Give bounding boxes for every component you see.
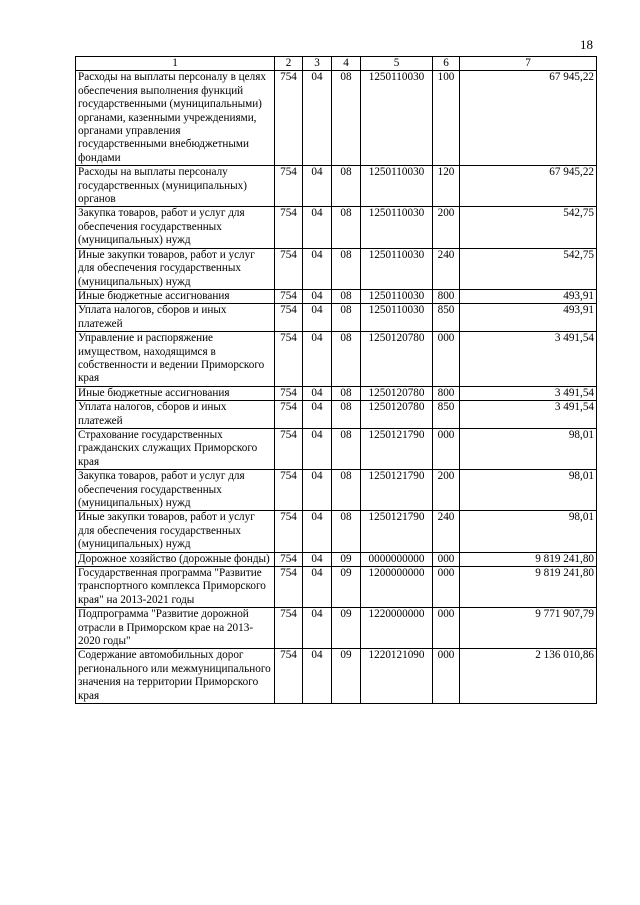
expense-type-cell: 850: [433, 401, 460, 429]
ved-code-cell: 754: [275, 470, 303, 511]
ved-code-cell: 754: [275, 248, 303, 289]
ved-code-cell: 754: [275, 608, 303, 649]
section-code-cell: 04: [303, 428, 332, 469]
row-name-cell: Страхование государственных гражданских служащих Приморского края: [76, 428, 275, 469]
column-header: 1: [76, 57, 275, 71]
amount-cell: 9 819 241,80: [460, 567, 597, 608]
amount-cell: 98,01: [460, 470, 597, 511]
expense-type-cell: 000: [433, 567, 460, 608]
subsection-code-cell: 08: [332, 304, 361, 332]
amount-cell: 9 819 241,80: [460, 552, 597, 566]
table-row: [76, 511, 597, 552]
column-header: 6: [433, 57, 460, 71]
table-row: [76, 567, 597, 608]
amount-cell: 3 491,54: [460, 332, 597, 387]
ved-code-cell: 754: [275, 332, 303, 387]
table-row: [76, 304, 597, 332]
target-article-cell: 0000000000: [361, 552, 433, 566]
ved-code-cell: 754: [275, 289, 303, 303]
ved-code-cell: 754: [275, 567, 303, 608]
subsection-code-cell: 08: [332, 332, 361, 387]
section-code-cell: 04: [303, 332, 332, 387]
ved-code-cell: 754: [275, 386, 303, 400]
target-article-cell: 1250121790: [361, 470, 433, 511]
table-body: [76, 71, 597, 704]
amount-cell: 9 771 907,79: [460, 608, 597, 649]
amount-cell: 542,75: [460, 207, 597, 248]
amount-cell: 67 945,22: [460, 166, 597, 207]
ved-code-cell: 754: [275, 552, 303, 566]
target-article-cell: 1250110030: [361, 304, 433, 332]
target-article-cell: 1250121790: [361, 428, 433, 469]
row-name-cell: Расходы на выплаты персоналу государственных (муниципальных) органов: [76, 166, 275, 207]
row-name-cell: Иные бюджетные ассигнования: [76, 386, 275, 400]
target-article-cell: 1250121790: [361, 511, 433, 552]
column-header: 7: [460, 57, 597, 71]
table-row: [76, 428, 597, 469]
ved-code-cell: 754: [275, 207, 303, 248]
column-header: 2: [275, 57, 303, 71]
target-article-cell: 1220121090: [361, 649, 433, 704]
section-code-cell: 04: [303, 608, 332, 649]
subsection-code-cell: 08: [332, 386, 361, 400]
row-name-cell: Иные закупки товаров, работ и услуг для обеспечения государственных (муниципальных) нужд: [76, 248, 275, 289]
expense-type-cell: 000: [433, 608, 460, 649]
ved-code-cell: 754: [275, 511, 303, 552]
page-number: 18: [580, 37, 593, 52]
ved-code-cell: 754: [275, 649, 303, 704]
section-code-cell: 04: [303, 511, 332, 552]
subsection-code-cell: 08: [332, 207, 361, 248]
row-name-cell: Иные бюджетные ассигнования: [76, 289, 275, 303]
target-article-cell: 1250110030: [361, 207, 433, 248]
row-name-cell: Содержание автомобильных дорог регионального или межмуниципального значения на территории Приморского края: [76, 649, 275, 704]
section-code-cell: 04: [303, 207, 332, 248]
expense-type-cell: 800: [433, 386, 460, 400]
ved-code-cell: 754: [275, 71, 303, 166]
amount-cell: 98,01: [460, 511, 597, 552]
column-header: 5: [361, 57, 433, 71]
target-article-cell: 1250110030: [361, 166, 433, 207]
ved-code-cell: 754: [275, 401, 303, 429]
ved-code-cell: 754: [275, 428, 303, 469]
section-code-cell: 04: [303, 386, 332, 400]
subsection-code-cell: 09: [332, 567, 361, 608]
expense-type-cell: 120: [433, 166, 460, 207]
row-name-cell: Закупка товаров, работ и услуг для обеспечения государственных (муниципальных) нужд: [76, 207, 275, 248]
subsection-code-cell: 08: [332, 401, 361, 429]
budget-table: [75, 56, 597, 704]
table-row: [76, 649, 597, 704]
table-row: [76, 470, 597, 511]
section-code-cell: 04: [303, 71, 332, 166]
expense-type-cell: 850: [433, 304, 460, 332]
row-name-cell: Государственная программа "Развитие транспортного комплекса Приморского края" на 2013-2021 годы: [76, 567, 275, 608]
ved-code-cell: 754: [275, 166, 303, 207]
table-row: [76, 608, 597, 649]
subsection-code-cell: 09: [332, 552, 361, 566]
target-article-cell: 1220000000: [361, 608, 433, 649]
subsection-code-cell: 09: [332, 649, 361, 704]
table-row: [76, 386, 597, 400]
table-row: [76, 552, 597, 566]
expense-type-cell: 200: [433, 470, 460, 511]
subsection-code-cell: 08: [332, 166, 361, 207]
subsection-code-cell: 08: [332, 470, 361, 511]
expense-type-cell: 240: [433, 248, 460, 289]
amount-cell: 3 491,54: [460, 386, 597, 400]
table-row: [76, 166, 597, 207]
expense-type-cell: 800: [433, 289, 460, 303]
subsection-code-cell: 09: [332, 608, 361, 649]
row-name-cell: Уплата налогов, сборов и иных платежей: [76, 304, 275, 332]
amount-cell: 2 136 010,86: [460, 649, 597, 704]
row-name-cell: Подпрограмма "Развитие дорожной отрасли в Приморском крае на 2013-2020 годы": [76, 608, 275, 649]
column-header: 3: [303, 57, 332, 71]
section-code-cell: 04: [303, 567, 332, 608]
amount-cell: 493,91: [460, 304, 597, 332]
row-name-cell: Уплата налогов, сборов и иных платежей: [76, 401, 275, 429]
section-code-cell: 04: [303, 470, 332, 511]
expense-type-cell: 100: [433, 71, 460, 166]
amount-cell: 98,01: [460, 428, 597, 469]
table-row: [76, 401, 597, 429]
table-row: [76, 207, 597, 248]
target-article-cell: 1250120780: [361, 386, 433, 400]
table-row: [76, 71, 597, 166]
amount-cell: 3 491,54: [460, 401, 597, 429]
section-code-cell: 04: [303, 552, 332, 566]
target-article-cell: 1250120780: [361, 401, 433, 429]
target-article-cell: 1250110030: [361, 71, 433, 166]
section-code-cell: 04: [303, 401, 332, 429]
subsection-code-cell: 08: [332, 248, 361, 289]
header-row: [76, 57, 597, 71]
expense-type-cell: 000: [433, 649, 460, 704]
section-code-cell: 04: [303, 166, 332, 207]
target-article-cell: 1250110030: [361, 248, 433, 289]
expense-type-cell: 000: [433, 428, 460, 469]
section-code-cell: 04: [303, 248, 332, 289]
row-name-cell: Дорожное хозяйство (дорожные фонды): [76, 552, 275, 566]
subsection-code-cell: 08: [332, 71, 361, 166]
table-row: [76, 332, 597, 387]
target-article-cell: 1250120780: [361, 332, 433, 387]
subsection-code-cell: 08: [332, 428, 361, 469]
row-name-cell: Закупка товаров, работ и услуг для обеспечения государственных (муниципальных) нужд: [76, 470, 275, 511]
section-code-cell: 04: [303, 304, 332, 332]
row-name-cell: Расходы на выплаты персоналу в целях обеспечения выполнения функций государственными (муниципальными) органами, казенными учреждениями, органами управления государственными внебюджетными фондами: [76, 71, 275, 166]
column-header: 4: [332, 57, 361, 71]
amount-cell: 542,75: [460, 248, 597, 289]
row-name-cell: Управление и распоряжение имуществом, находящимся в собственности и ведении Приморского края: [76, 332, 275, 387]
amount-cell: 67 945,22: [460, 71, 597, 166]
subsection-code-cell: 08: [332, 289, 361, 303]
ved-code-cell: 754: [275, 304, 303, 332]
target-article-cell: 1200000000: [361, 567, 433, 608]
expense-type-cell: 000: [433, 332, 460, 387]
expense-type-cell: 200: [433, 207, 460, 248]
table-row: [76, 289, 597, 303]
row-name-cell: Иные закупки товаров, работ и услуг для обеспечения государственных (муниципальных) нужд: [76, 511, 275, 552]
target-article-cell: 1250110030: [361, 289, 433, 303]
subsection-code-cell: 08: [332, 511, 361, 552]
table-row: [76, 248, 597, 289]
expense-type-cell: 000: [433, 552, 460, 566]
expense-type-cell: 240: [433, 511, 460, 552]
section-code-cell: 04: [303, 289, 332, 303]
amount-cell: 493,91: [460, 289, 597, 303]
section-code-cell: 04: [303, 649, 332, 704]
